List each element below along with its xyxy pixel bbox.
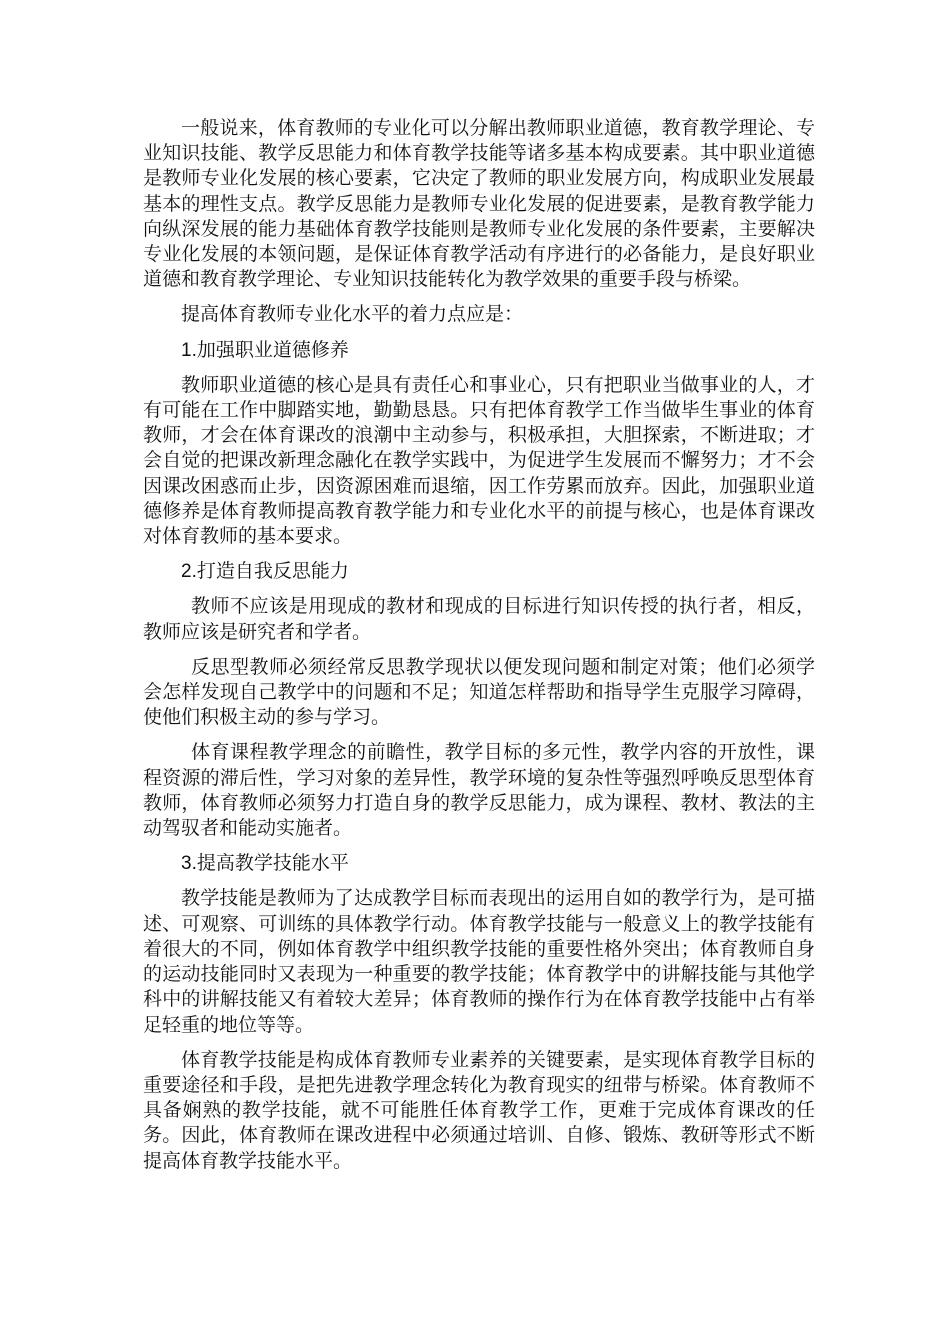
section-title: 打造自我反思能力	[196, 560, 349, 583]
paragraph-focus-points: 提高体育教师专业化水平的着力点应是：	[181, 303, 524, 326]
section-heading-1	[143, 338, 815, 363]
document-body	[143, 116, 815, 1184]
paragraph-teacher-role: 教师不应该是用现成的教材和现成的目标进行知识传授的执行者，相反，教师应该是研究者和学者。	[143, 595, 815, 643]
section-title: 提高教学技能水平	[196, 852, 349, 875]
paragraph-ethics: 教师职业道德的核心是具有责任心和事业心，只有把职业当做事业的人，才有可能在工作中脚踏实地，勤勤恳恳。只有把体育教学工作当做毕生事业的体育教师，才会在体育课改的浪潮中主动参与，积极承担，大胆探索，不断进取；才会自觉的把课改新理念融化在教学实践中，为促进学生发展而不懈努力；才不会因课改困惑而止步，因资源困难而退缩，因工作劳累而放弃。因此，加强职业道德修养是体育教师提高教育教学能力和专业化水平的前提与核心，也是体育课改对体育教师的基本要求。	[143, 373, 815, 548]
section-number: 1.	[181, 339, 197, 361]
paragraph-reflective-teacher: 反思型教师必须经常反思教学现状以便发现问题和制定对策；他们必须学会怎样发现自己教学中的问题和不足；知道怎样帮助和指导学生克服学习障碍，使他们积极主动的参与学习。	[143, 655, 815, 729]
section-number: 3.	[181, 853, 197, 875]
paragraph-intro: 一般说来，体育教师的专业化可以分解出教师职业道德，教育教学理论、专业知识技能、教学反思能力和体育教学技能等诸多基本构成要素。其中职业道德是教师专业化发展的核心要素，它决定了教师的职业发展方向，构成职业发展最基本的理性支点。教学反思能力是教师专业化发展的促进要素，是教育教学能力向纵深发展的能力基础体育教学技能则是教师专业化发展的条件要素，主要解决专业化发展的本领问题，是保证体育教学活动有序进行的必备能力，是良好职业道德和教育教学理论、专业知识技能转化为教学效果的重要手段与桥梁。	[143, 117, 815, 291]
paragraph-teaching-skills: 教学技能是教师为了达成教学目标而表现出的运用自如的教学行为，是可描述、可观察、可训练的具体教学行动。体育教学技能与一般意义上的教学技能有着很大的不同，例如体育教学中组织教学技能的重要性格外突出；体育教师自身的运动技能同时又表现为一种重要的教学技能；体育教学中的讲解技能与其他学科中的讲解技能又有着较大差异；体育教师的操作行为在体育教学技能中占有举足轻重的地位等等。	[143, 887, 815, 1036]
paragraph-skills-importance: 体育教学技能是构成体育教师专业素养的关键要素，是实现体育教学目标的重要途径和手段，是把先进教学理念转化为教育现实的纽带与桥梁。体育教师不具备娴熟的教学技能，就不可能胜任体育教学工作，更难于完成体育课改的任务。因此，体育教师在课改进程中必须通过培训、自修、锻炼、教研等形式不断提高体育教学技能水平。	[143, 1048, 815, 1172]
section-number: 2.	[181, 561, 197, 583]
section-heading-3	[143, 851, 815, 876]
section-heading-2	[143, 559, 815, 584]
section-title: 加强职业道德修养	[196, 338, 349, 361]
paragraph-curriculum-reflection: 体育课程教学理念的前瞻性，教学目标的多元性，教学内容的开放性，课程资源的滞后性，学习对象的差异性，教学环境的复杂性等强烈呼唤反思型体育教师，体育教师必须努力打造自身的教学反思能力，成为课程、教材、教法的主动驾驭者和能动实施者。	[143, 741, 815, 840]
